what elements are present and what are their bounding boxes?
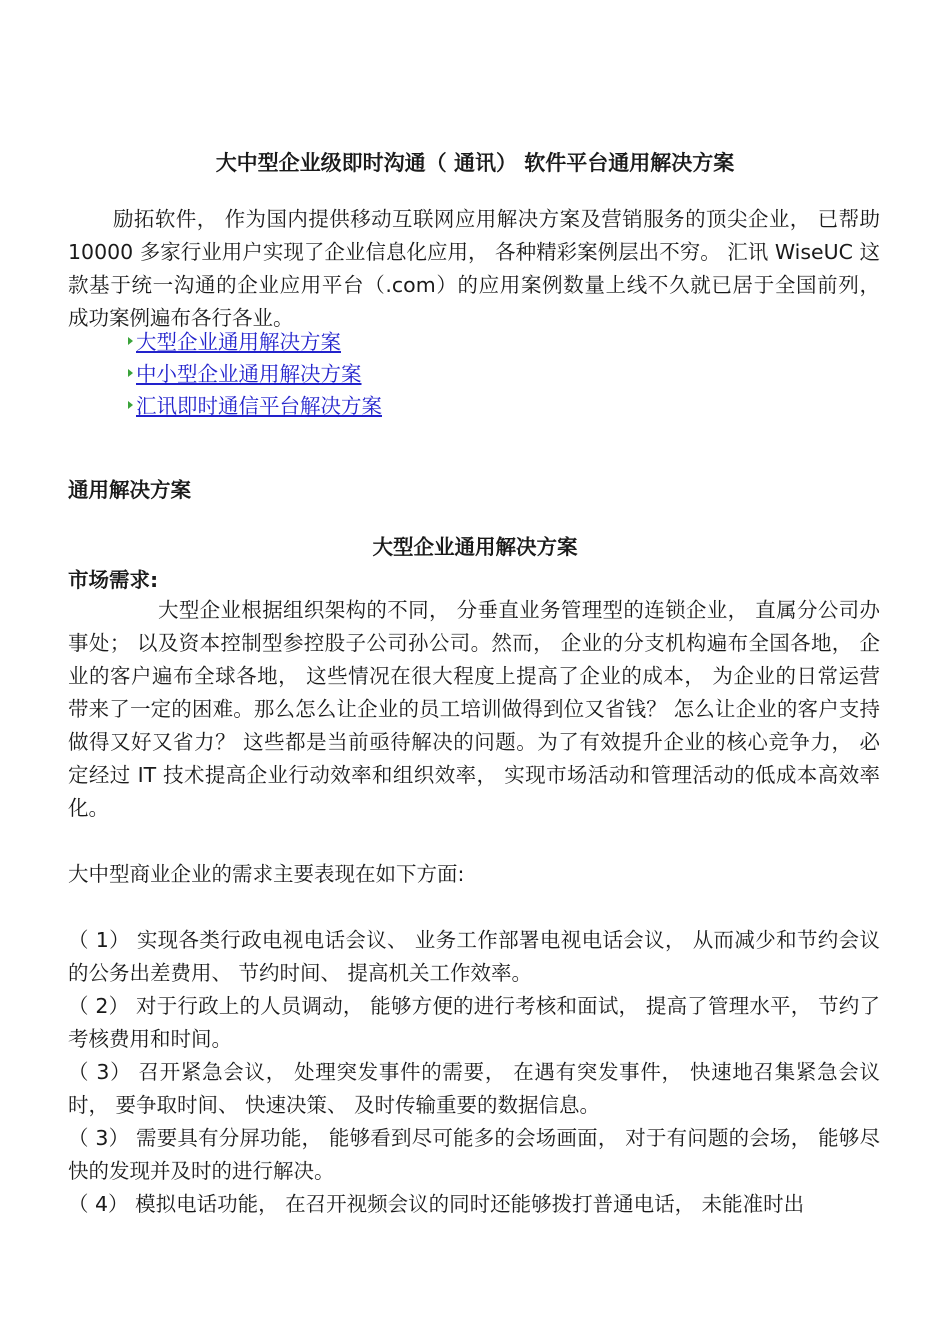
requirement-item: （ 3） 需要具有分屏功能， 能够看到尽可能多的会场画面， 对于有问题的会场， 能够尽快的发现并及时的进行解决。	[68, 1126, 880, 1183]
market-demand-label: 市场需求:	[68, 568, 159, 592]
market-demand-paragraph: 大型企业根据组织架构的不同， 分垂直业务管理型的连锁企业， 直属分公司办事处； 以及资本控制型参控股子公司孙公司。然而， 企业的分支机构遍布全国各地， 企业的客户遍布全球各地， 这些情况在很大程度上提高了企业的成本， 为企业的日常运营带来了一定的困难。那么怎么让企业的员工培训做得到位又省钱？ 怎么让企业的客户支持做得又好又省力？ 这些都是当前亟待解决的问题。为了有效提升企业的核心竞争力， 必定经过 IT 技术提高企业行动效率和组织效率， 实现市场活动和管理活动的低成本高效率化。	[68, 598, 880, 820]
arrow-right-icon	[128, 369, 133, 377]
requirements-list	[68, 924, 880, 1221]
requirement-item: （ 4） 模拟电话功能， 在召开视频会议的同时还能够拨打普通电话， 未能准时出	[68, 1192, 805, 1216]
solution-links	[128, 326, 382, 422]
intro-paragraph: 励拓软件， 作为国内提供移动互联网应用解决方案及营销服务的顶尖企业， 已帮助 10000 多家行业用户实现了企业信息化应用， 各种精彩案例层出不穷。 汇讯 WiseUC 这款基于统一沟通的企业应用平台（.com）的应用案例数量上线不久就已居于全国前列， 成功案例遍布各行各业。	[68, 207, 880, 330]
requirements-summary: 大中型商业企业的需求主要表现在如下方面:	[68, 862, 465, 886]
requirement-item: （ 1） 实现各类行政电视电话会议、 业务工作部署电视电话会议， 从而减少和节约会议的公务出差费用、 节约时间、 提高机关工作效率。	[68, 928, 880, 985]
subsection-title: 大型企业通用解决方案	[372, 535, 578, 559]
document-title: 大中型企业级即时沟通（ 通讯） 软件平台通用解决方案	[215, 151, 735, 175]
solution-link-item	[128, 390, 382, 422]
arrow-right-icon	[128, 337, 133, 345]
solution-link-item	[128, 326, 382, 358]
large-enterprise-solution-link[interactable]: 大型企业通用解决方案	[136, 330, 341, 354]
section-heading: 通用解决方案	[68, 478, 191, 502]
solution-link-item	[128, 358, 382, 390]
arrow-right-icon	[128, 401, 133, 409]
sme-solution-link[interactable]: 中小型企业通用解决方案	[136, 362, 362, 386]
requirement-item: （ 2） 对于行政上的人员调动， 能够方便的进行考核和面试， 提高了管理水平， 节约了考核费用和时间。	[68, 994, 880, 1051]
im-platform-solution-link[interactable]: 汇讯即时通信平台解决方案	[136, 394, 382, 418]
requirement-item: （ 3） 召开紧急会议， 处理突发事件的需要， 在遇有突发事件， 快速地召集紧急会议时， 要争取时间、 快速决策、 及时传输重要的数据信息。	[68, 1060, 880, 1117]
